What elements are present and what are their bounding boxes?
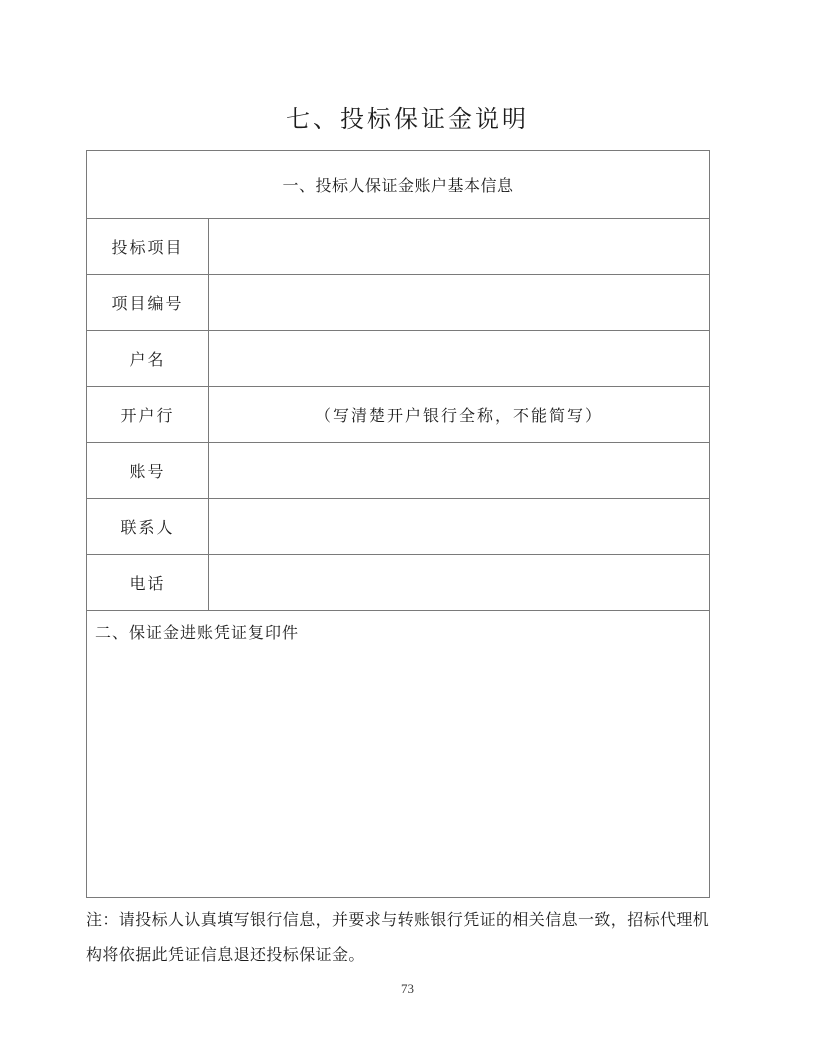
row-value-bank-hint: （写清楚开户银行全称，不能简写） <box>314 408 603 425</box>
row-label-account-number: 账号 <box>87 443 209 498</box>
row-value-project-number <box>209 275 709 330</box>
table-row <box>87 331 709 387</box>
table-row <box>87 555 709 611</box>
table-row <box>87 387 709 443</box>
bond-info-table <box>86 150 710 898</box>
row-value-contact-person <box>209 499 709 554</box>
page-number: 73 <box>401 981 414 996</box>
row-label-account-name: 户名 <box>87 331 209 386</box>
row-value-bid-project <box>209 219 709 274</box>
row-label-bid-project: 投标项目 <box>87 219 209 274</box>
row-label-project-number: 项目编号 <box>87 275 209 330</box>
footer-note-line-1: 注：请投标人认真填写银行信息，并要求与转账银行凭证的相关信息一致，招标代理机 <box>86 912 710 929</box>
table-row <box>87 219 709 275</box>
footer-note <box>86 903 726 973</box>
table-row <box>87 499 709 555</box>
page-title: 七、投标保证金说明 <box>286 107 529 133</box>
row-value-account-number <box>209 443 709 498</box>
table-row <box>87 443 709 499</box>
row-value-account-name <box>209 331 709 386</box>
row-label-bank: 开户行 <box>87 387 209 442</box>
section1-header: 一、投标人保证金账户基本信息 <box>87 151 709 219</box>
section2-receipt-copy-area: 二、保证金进账凭证复印件 <box>95 625 300 642</box>
row-value-phone <box>209 555 709 610</box>
table-row <box>87 275 709 331</box>
row-label-phone: 电话 <box>87 555 209 610</box>
footer-note-line-2: 构将依据此凭证信息退还投标保证金。 <box>86 947 365 964</box>
row-label-contact-person: 联系人 <box>87 499 209 554</box>
